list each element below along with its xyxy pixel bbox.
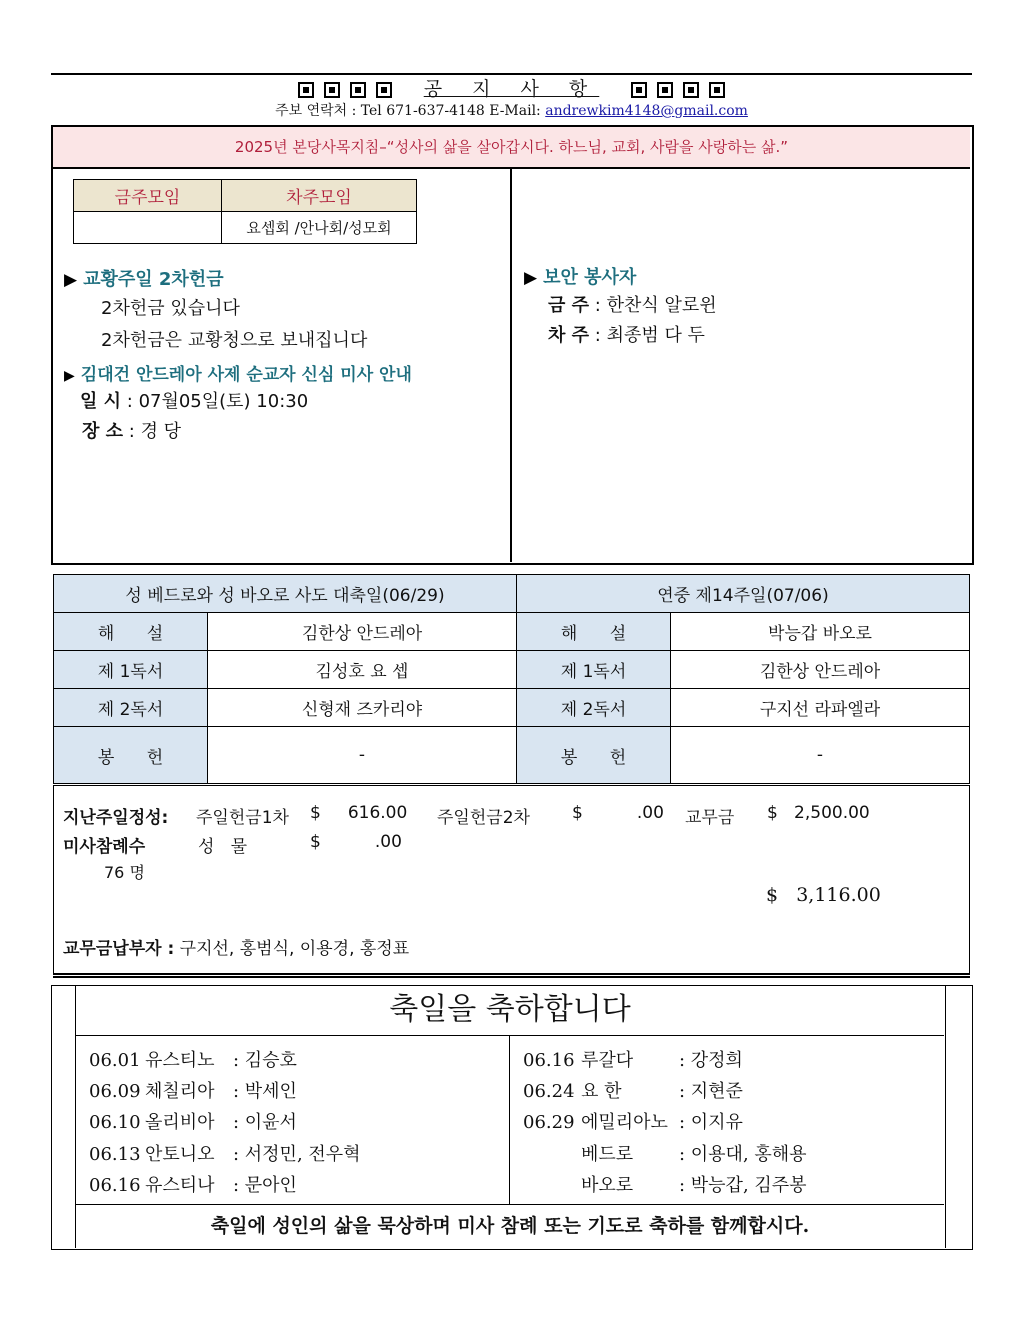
feast-left-item: 06.01 유스티노 : 김승호 [89,1050,297,1071]
security-notice: ▶ 보안 봉사자 금 주 : 한찬식 알로윈 차 주 : 최종범 다 두 [524,267,717,346]
last-week-label: 지난주일정성: [63,808,169,828]
role-label: 제 1독서 [517,651,671,689]
feast-right-item: 06.24 요 한 : 지현준 [523,1081,743,1102]
feast-left-item: 06.16 유스티나 : 문아인 [89,1175,297,1196]
mass-date-label: 일 시 [80,391,122,412]
left-role-name: - [208,727,517,784]
security-next-value: 최종범 다 두 [606,325,705,346]
meeting-table [73,179,417,244]
collection-notice [64,265,367,352]
collection1-label: 주일헌금1차 [196,808,289,828]
role-label: 봉 헌 [517,727,671,784]
title-text: 공 지 사 항 [423,78,600,100]
right-role-name: - [671,727,970,784]
right-role-name: 박능갑 바오로 [671,613,970,651]
attendance-label: 미사참례수 [63,837,146,857]
role-label: 해 설 [54,613,208,651]
right-role-name: 김한상 안드레아 [671,651,970,689]
security-this-value: 한찬식 알로윈 [606,295,717,316]
feast-left-item: 06.10 올리비아 : 이윤서 [89,1112,297,1133]
square-ornament-icon [350,82,366,98]
goods-label: 성 물 [198,837,248,857]
triangle-bullet-icon: ▶ [64,270,78,290]
attendance-value: 76 명 [104,863,145,882]
square-ornament-icon [376,82,392,98]
left-role-name: 김한상 안드레아 [208,613,517,651]
goods-value: $ .00 [310,832,402,852]
feast-left-item: 06.09 체칠리아 : 박세인 [89,1081,297,1102]
square-ornament-icon [683,82,699,98]
role-label: 제 1독서 [54,651,208,689]
collection1-value: $ 616.00 [310,803,408,823]
contact-prefix: 주보 연락처 : Tel 671-637-4148 E-Mail: [275,103,546,119]
security-title: 보안 봉사자 [543,267,637,288]
mass-title: 김대건 안드레아 사제 순교자 신심 미사 안내 [80,365,412,385]
triangle-bullet-icon: ▶ [524,268,538,288]
left-role-name: 신형재 즈카리야 [208,689,517,727]
left-role-name: 김성호 요 셉 [208,651,517,689]
feast-left-item: 06.13 안토니오 : 서정민, 전우혁 [89,1144,361,1165]
page-title [51,74,972,101]
liturgy-table [53,574,970,784]
triangle-bullet-icon: ▶ [64,368,75,384]
square-ornament-icon [631,82,647,98]
role-label: 해 설 [517,613,671,651]
this-week-meeting-header: 금주모임 [74,180,222,212]
feast-right-item: 06.16 루갈다 : 강정희 [523,1050,743,1071]
dues-payers: 구지선, 홍범식, 이용경, 홍정표 [179,939,410,959]
right-liturgy-header: 연중 제14주일(07/06) [517,575,970,613]
mass-place-value: 경 당 [140,421,182,442]
square-ornament-icon [709,82,725,98]
total-value: $ 3,116.00 [766,884,881,906]
right-role-name: 구지선 라파엘라 [671,689,970,727]
role-label: 봉 헌 [54,727,208,784]
next-week-meeting-value: 요셉회 /안나회/성모회 [222,212,417,244]
security-next-label: 차 주 [548,325,590,346]
double-rule [53,973,970,978]
this-week-meeting-value [74,212,222,244]
dues-payers-label: 교무금납부자 : [63,939,175,959]
feast-footer: 축일에 성인의 삶을 묵상하며 미사 참례 또는 기도로 축하를 함께합시다. [210,1215,810,1237]
collection-line2: 2차헌금은 교황청으로 보내집니다 [101,330,368,351]
feast-divider [509,1036,510,1204]
feast-title: 축일을 축하합니다 [76,985,944,1036]
email-link[interactable]: andrewkim4148@gmail.com [545,103,748,119]
left-liturgy-header: 성 베드로와 성 바오로 사도 대축일(06/29) [54,575,517,613]
security-this-label: 금 주 [548,295,590,316]
square-ornament-icon [657,82,673,98]
dues-label: 교무금 [685,808,735,828]
collection2-value: $ .00 [572,803,664,823]
motto-bar: 2025년 본당사목지침–“성사의 삶을 살아갑시다. 하느님, 교회, 사람을 사랑하는 삶.” [53,127,970,169]
feast-right-item: 06.29 에밀리아노 : 이지유 [523,1112,743,1133]
mass-notice: ▶ 김대건 안드레아 사제 순교자 신심 미사 안내 일 시 : 07월05일(토) 10:30 장 소 : 경 당 [64,365,412,442]
role-label: 제 2독서 [517,689,671,727]
collection-line1: 2차헌금 있습니다 [101,298,240,319]
role-label: 제 2독서 [54,689,208,727]
dues-value: $ 2,500.00 [767,803,870,823]
feast-right-item: 바오로 : 박능갑, 김주봉 [581,1175,807,1196]
notice-divider [510,167,512,562]
collection2-label: 주일헌금2차 [437,808,530,828]
square-ornament-icon [324,82,340,98]
mass-date-value: 07월05일(토) 10:30 [138,391,309,412]
square-ornament-icon [298,82,314,98]
feast-right-item: 베드로 : 이용대, 홍해용 [581,1144,807,1165]
contact-line [51,100,972,120]
collection-title: 교황주일 2차헌금 [83,269,224,290]
next-week-meeting-header: 차주모임 [222,180,417,212]
mass-place-label: 장 소 [82,421,124,442]
